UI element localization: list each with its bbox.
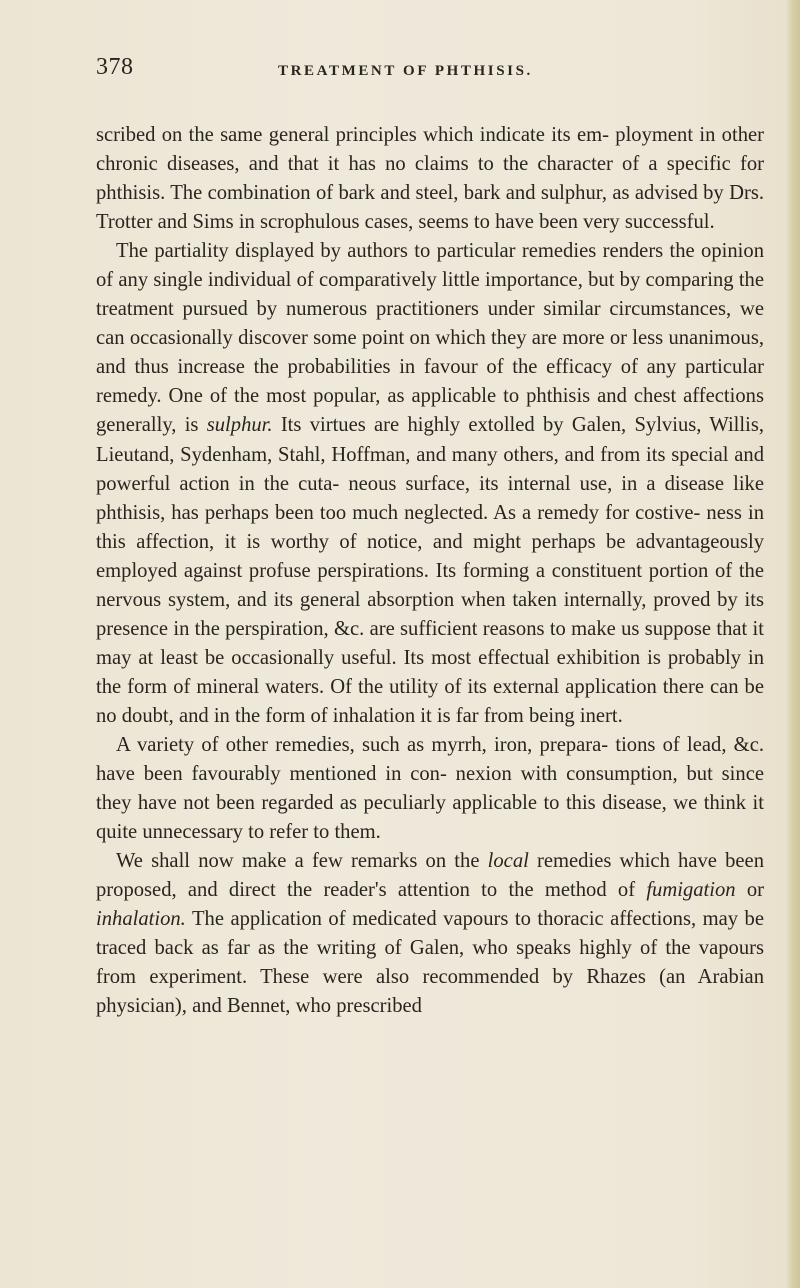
- text-run: The application of medicated vapours to thoracic affections, may be traced back as far as the writing of Galen, who speaks highly of the vapours from experiment. These were also recommended by Rhazes (an Arabian physician), and Bennet, who prescribed: [96, 908, 764, 1018]
- italic-term-fumigation: fumigation: [646, 879, 736, 902]
- text-run: The partiality displayed by authors to particular remedies renders the opinion of any single individual of comparatively little importance, but by comparing the treatment pursued by numerous practitioners under similar circumstances, we can occasionally discover some point on which they are more or less unanimous, and thus increase the probabilities in favour of the efficacy of any particular remedy. One of the most popular, as applicable to phthisis and chest affections generally, is: [96, 240, 764, 437]
- body-text: [96, 121, 764, 1021]
- text-run: We shall now make a few remarks on the: [116, 850, 488, 873]
- paragraph: [96, 731, 764, 847]
- page-header: [96, 54, 764, 84]
- text-run: A variety of other remedies, such as myrrh, iron, prepara- tions of lead, &c. have been favourably mentioned in con- nexion with consumption, but since they have not been regarded as peculiarly applicable to this disease, we think it quite unnecessary to refer to them.: [96, 733, 764, 844]
- page-number: 378: [96, 54, 134, 80]
- italic-term-local: local: [487, 850, 529, 873]
- italic-term-sulphur: sulphur.: [206, 414, 273, 437]
- running-head: TREATMENT OF PHTHISIS.: [278, 63, 533, 79]
- page-edge-shadow: [786, 0, 800, 1288]
- text-run: scribed on the same general principles which indicate its em- ployment in other chronic diseases, and that it has no claims to the character of a specific for phthisis. The combination of bark and steel, bark and sulphur, as advised by Drs. Trotter and Sims in scrophulous cases, seems to have been very successful.: [96, 124, 764, 234]
- paragraph: [96, 121, 764, 237]
- paragraph: [96, 237, 764, 731]
- text-run: Its virtues are highly extolled by Galen, Sylvius, Willis, Lieutand, Sydenham, Stahl, Hoffman, and many others, and from its special and powerful action in the cuta- neous surface, its internal use, in a disease like phthisis, has perhaps been too much neglected. As a remedy for costive- ness in this affection, it is worthy of notice, and might perhaps be advantageously employed against profuse perspirations. Its forming a constituent portion of the nervous system, and its general absorption when taken internally, proved by its presence in the perspiration, &c. are sufficient reasons to make us suppose that it may at least be occasionally useful. Its most effectual exhibition is probably in the form of mineral waters. Of the utility of its external application there can be no doubt, and in the form of inhalation it is far from being inert.: [96, 414, 764, 727]
- text-run: remedies which have been proposed, and direct the reader's attention to the method of: [96, 850, 764, 902]
- paragraph: [96, 847, 764, 1021]
- text-run: or: [735, 879, 764, 902]
- italic-term-inhalation: inhalation.: [96, 908, 186, 931]
